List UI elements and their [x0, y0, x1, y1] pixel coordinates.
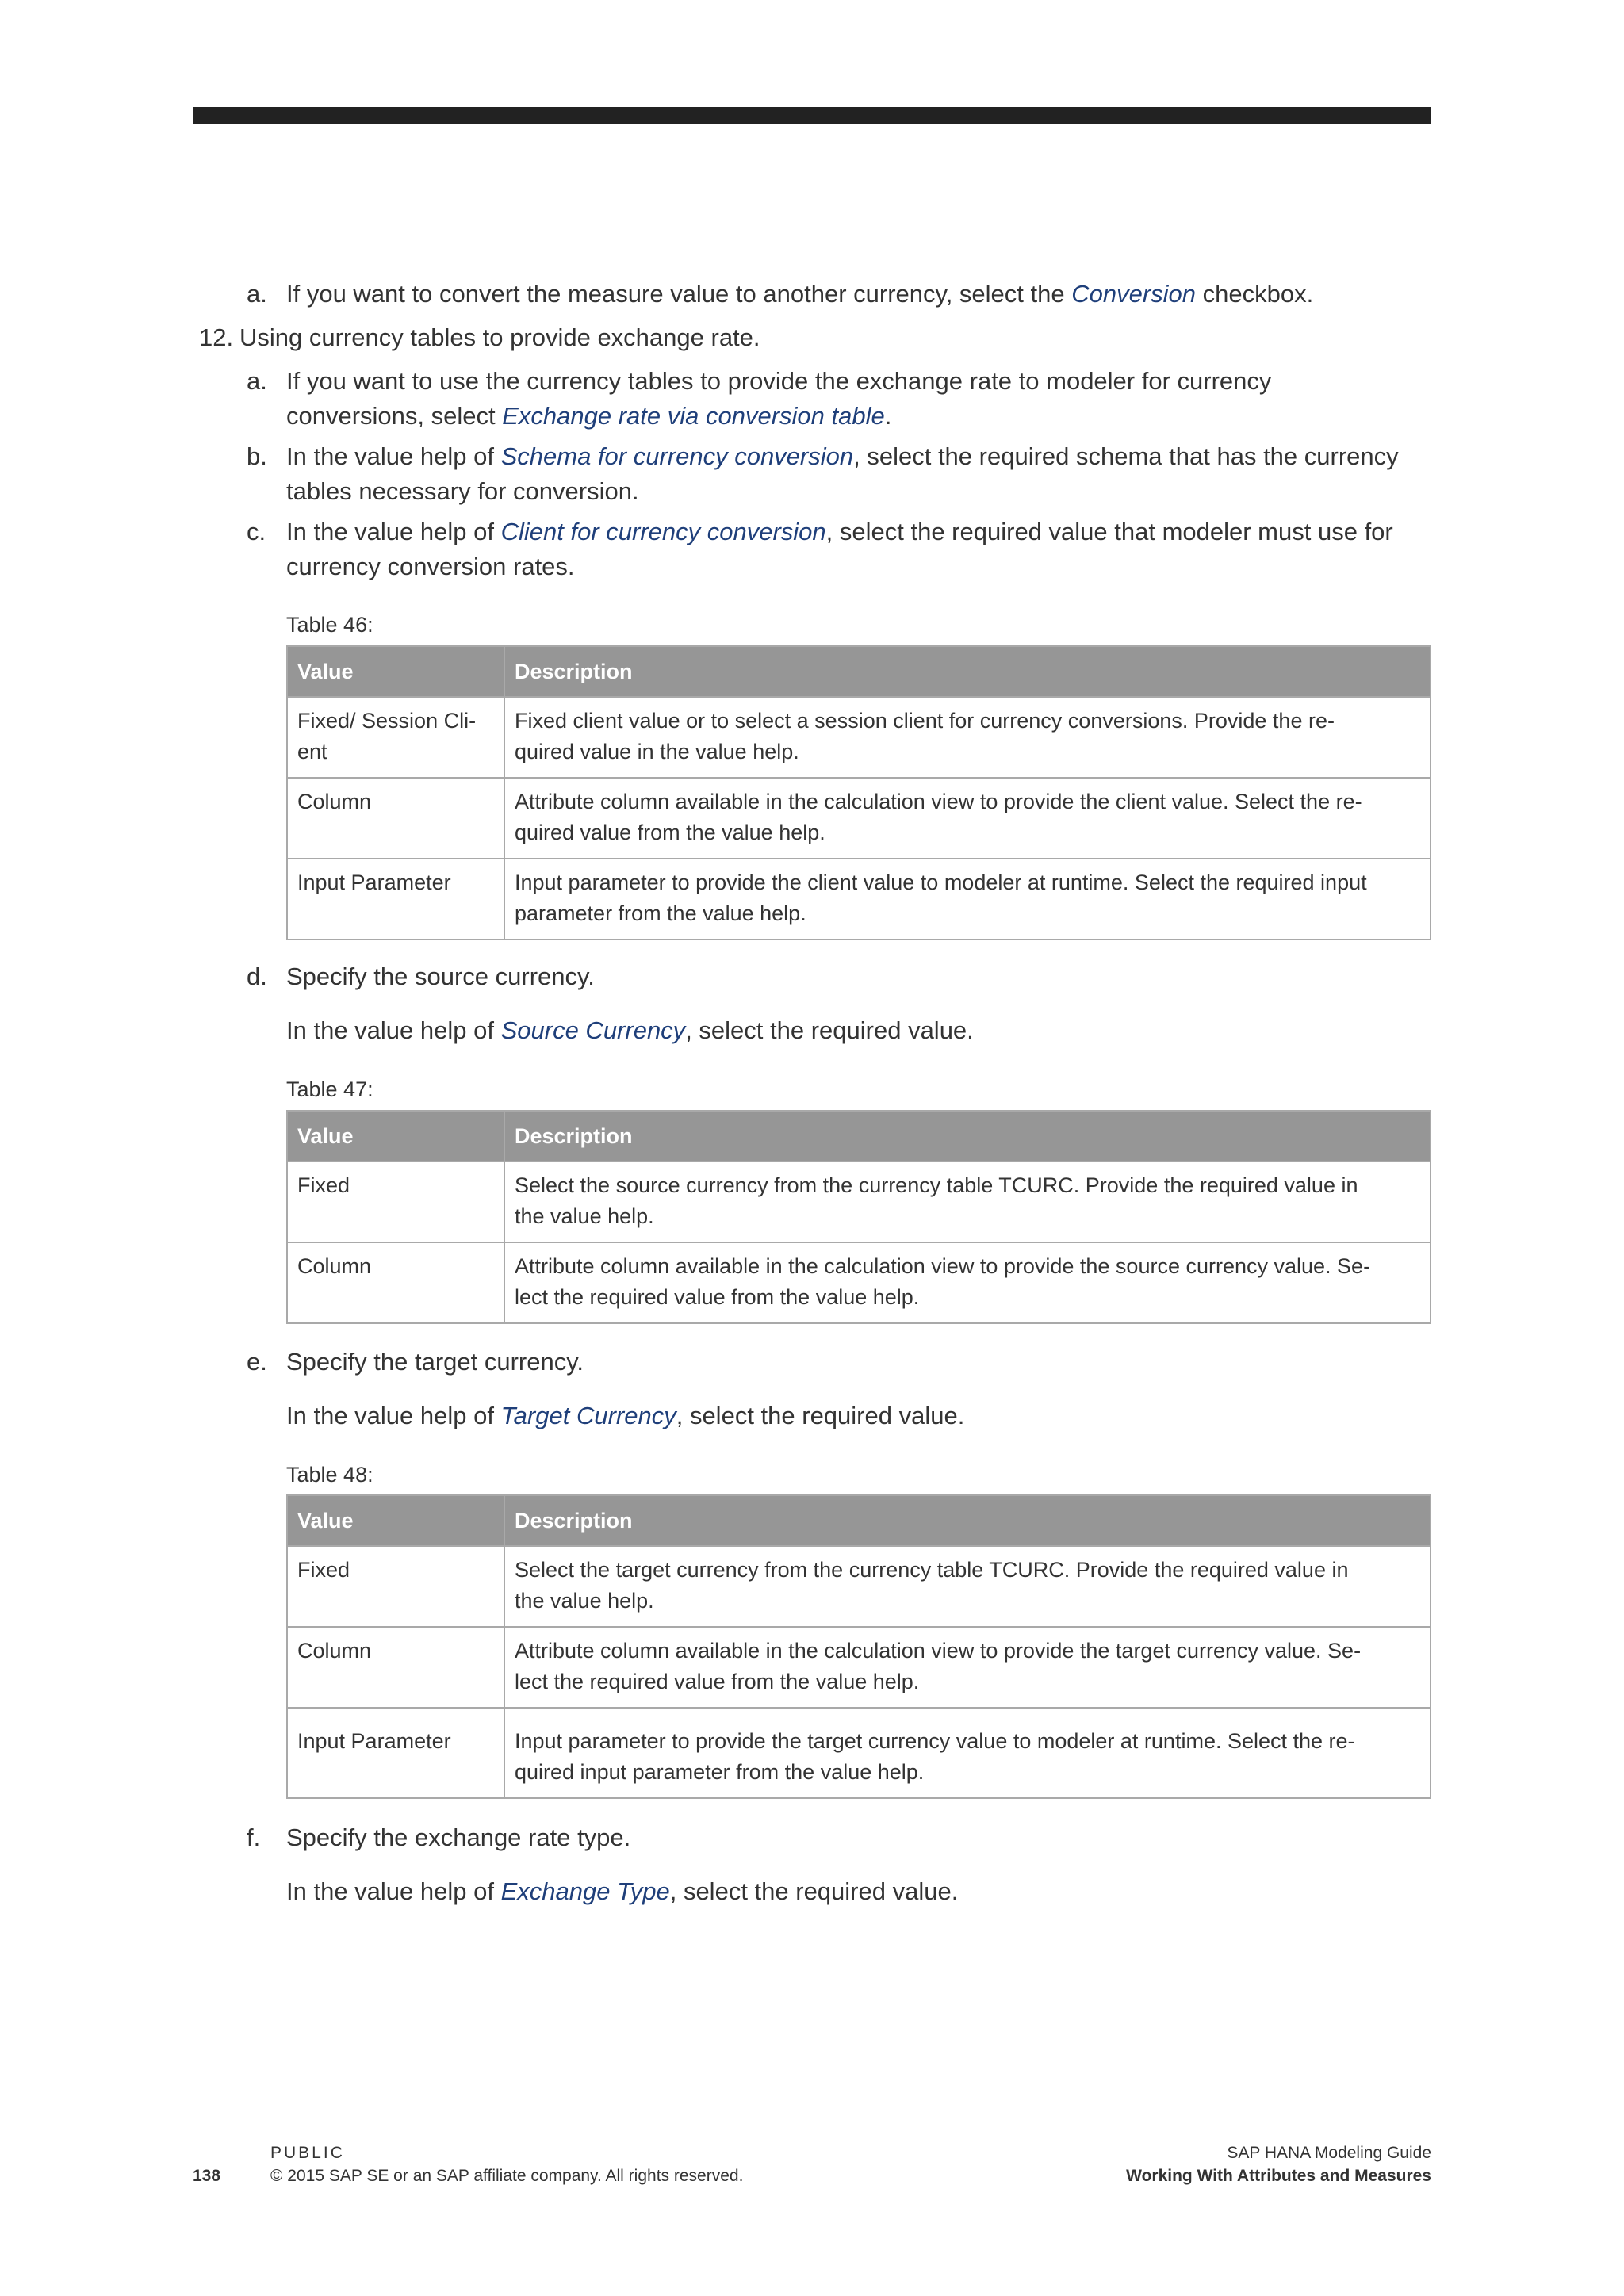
- chapter-title: Working With Attributes and Measures: [1126, 2167, 1431, 2185]
- table-row: [287, 859, 1431, 939]
- table-cell-description: Input parameter to provide the client value to modeler at runtime. Select the required input parameter from the value help.: [504, 859, 1431, 939]
- table-48-caption: Table 48:: [286, 1463, 373, 1487]
- step-12f-instruction: In the value help of Exchange Type, select the required value.: [286, 1877, 959, 1905]
- step-12c-line1: In the value help of Client for currency conversion, select the required value that modeler must use for: [286, 518, 1393, 545]
- table-cell-description: Select the target currency from the currency table TCURC. Provide the required value in the value help.: [504, 1546, 1431, 1627]
- table-row: [287, 1627, 1431, 1708]
- target-currency-link[interactable]: Target Currency: [500, 1402, 676, 1429]
- step-number: 12.: [199, 323, 234, 351]
- step-12d-title: Specify the source currency.: [286, 962, 595, 990]
- table-46: [286, 645, 1431, 940]
- list-marker: d.: [247, 962, 267, 990]
- list-marker: e.: [247, 1348, 267, 1376]
- table-row: [287, 1242, 1431, 1323]
- guide-title: SAP HANA Modeling Guide: [1227, 2144, 1431, 2162]
- column-header-description: Description: [504, 1111, 1431, 1161]
- column-header-value: Value: [287, 1111, 504, 1161]
- table-cell-value: Input Parameter: [287, 1708, 504, 1798]
- table-cell-value: Fixed: [287, 1161, 504, 1242]
- list-marker: b.: [247, 442, 267, 470]
- table-47: [286, 1110, 1431, 1324]
- step-12f-title: Specify the exchange rate type.: [286, 1823, 631, 1851]
- table-cell-value: Fixed/ Session Cli- ent: [287, 697, 504, 778]
- table-row: [287, 1161, 1431, 1242]
- header-rule: [193, 107, 1431, 124]
- conversion-link[interactable]: Conversion: [1071, 280, 1197, 308]
- table-cell-description: Select the source currency from the currency table TCURC. Provide the required value in the value help.: [504, 1161, 1431, 1242]
- list-marker: f.: [247, 1823, 261, 1851]
- exchange-rate-conversion-table-link[interactable]: Exchange rate via conversion table: [502, 402, 885, 430]
- column-header-description: Description: [504, 646, 1431, 697]
- step-12e-instruction: In the value help of Target Currency, select the required value.: [286, 1402, 965, 1429]
- table-cell-description: Fixed client value or to select a session client for currency conversions. Provide the re- quired value in the value help.: [504, 697, 1431, 778]
- column-header-description: Description: [504, 1495, 1431, 1546]
- exchange-type-link[interactable]: Exchange Type: [500, 1877, 670, 1905]
- step-12d-instruction: In the value help of Source Currency, select the required value.: [286, 1016, 974, 1044]
- step-12a-line2: conversions, select Exchange rate via conversion table.: [286, 402, 892, 430]
- table-47-caption: Table 47:: [286, 1077, 373, 1101]
- table-cell-description: Input parameter to provide the target currency value to modeler at runtime. Select the re- quired input parameter from the value help.: [504, 1708, 1431, 1798]
- source-currency-link[interactable]: Source Currency: [500, 1016, 686, 1044]
- table-cell-description: Attribute column available in the calculation view to provide the source currency value. Se- lect the required value from the value help.: [504, 1242, 1431, 1323]
- copyright-notice: © 2015 SAP SE or an SAP affiliate company. All rights reserved.: [270, 2167, 744, 2185]
- table-row: [287, 697, 1431, 778]
- step-12b-line1: In the value help of Schema for currency conversion, select the required schema that has the currency: [286, 442, 1399, 470]
- table-cell-value: Column: [287, 1627, 504, 1708]
- table-cell-description: Attribute column available in the calculation view to provide the client value. Select the re- quired value from the value help.: [504, 778, 1431, 859]
- step-12b-line2: tables necessary for conversion.: [286, 477, 639, 505]
- column-header-value: Value: [287, 646, 504, 697]
- table-row: [287, 1546, 1431, 1627]
- step-12-title: Using currency tables to provide exchange rate.: [239, 323, 760, 351]
- step-12a-line1: If you want to use the currency tables to provide the exchange rate to modeler for currency: [286, 367, 1272, 395]
- table-cell-value: Input Parameter: [287, 859, 504, 939]
- table-row: [287, 778, 1431, 859]
- page-number: 138: [193, 2167, 221, 2185]
- schema-currency-conversion-link[interactable]: Schema for currency conversion: [500, 442, 854, 470]
- table-46-caption: Table 46:: [286, 613, 373, 637]
- step-12c-line2: currency conversion rates.: [286, 553, 575, 580]
- table-48: [286, 1494, 1431, 1799]
- table-cell-value: Column: [287, 778, 504, 859]
- list-marker: c.: [247, 518, 266, 545]
- table-cell-value: Column: [287, 1242, 504, 1323]
- list-marker: a.: [247, 280, 267, 308]
- table-cell-description: Attribute column available in the calculation view to provide the target currency value. Se- lect the required value from the value help.: [504, 1627, 1431, 1708]
- client-currency-conversion-link[interactable]: Client for currency conversion: [500, 518, 826, 545]
- table-cell-value: Fixed: [287, 1546, 504, 1627]
- table-row: [287, 1708, 1431, 1798]
- step-11a-text: If you want to convert the measure value to another currency, select the Conversion checkbox.: [286, 280, 1314, 308]
- step-12e-title: Specify the target currency.: [286, 1348, 584, 1376]
- classification-label: PUBLIC: [270, 2144, 345, 2162]
- list-marker: a.: [247, 367, 267, 395]
- column-header-value: Value: [287, 1495, 504, 1546]
